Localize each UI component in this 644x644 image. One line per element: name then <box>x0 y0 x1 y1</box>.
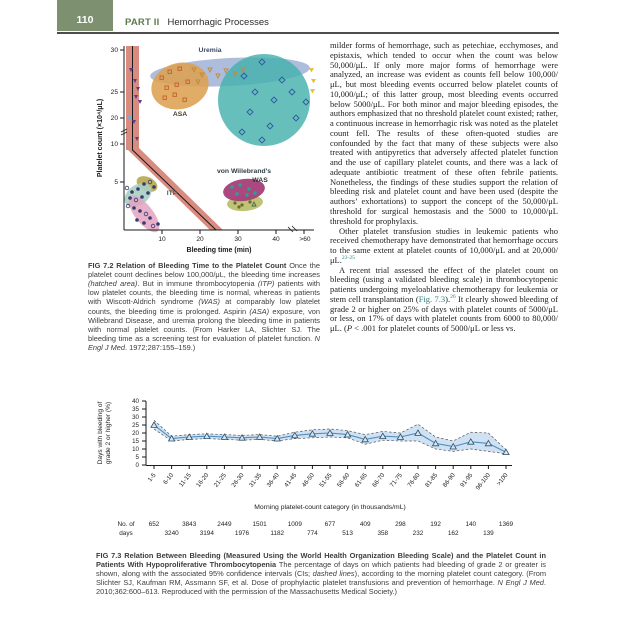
svg-text:10: 10 <box>158 236 166 243</box>
fig72-chart-svg <box>92 40 320 258</box>
svg-text:51-55: 51-55 <box>318 471 334 489</box>
svg-text:76-80: 76-80 <box>406 471 422 489</box>
svg-text:40: 40 <box>272 236 280 243</box>
svg-text:26-30: 26-30 <box>230 471 246 489</box>
text-segment: Other platelet transfusion studies in leukemic patients who received chemotherapy have demonstrated that hemorrhage occurs to the same extent at platelet counts of 10,000/μL and at 20,000/μL. <box>330 225 558 265</box>
svg-text:3843: 3843 <box>182 521 197 528</box>
svg-text:3194: 3194 <box>199 530 214 537</box>
svg-text:20: 20 <box>196 236 204 243</box>
svg-text:86-90: 86-90 <box>441 471 457 489</box>
svg-text:3240: 3240 <box>164 530 179 537</box>
fig73-xlabel: Morning platelet-count category (in thousands/mL) <box>254 504 406 511</box>
text-segment: N Engl J Med <box>497 578 544 588</box>
svg-text:20: 20 <box>132 430 139 437</box>
fig72-ylabel: Platelet count (×10⁴/μL) <box>97 98 104 178</box>
svg-text:1009: 1009 <box>287 521 302 528</box>
fig73-ylabel <box>97 401 112 464</box>
svg-text:Days with bleeding of: Days with bleeding of <box>97 401 104 465</box>
fig72-caption <box>88 261 320 352</box>
fig72-label-itp: ITP <box>166 190 178 197</box>
svg-text:91-95: 91-95 <box>459 471 475 489</box>
svg-text:677: 677 <box>324 521 336 528</box>
text-segment: A recent trial assessed the effect of the platelet count on bleeding (using a validated bleeding scale) in thrombocytopenic patients undergoing myeloablative chemotherapy for leukemia or stem cell transplantation ( <box>330 264 558 304</box>
svg-text:20: 20 <box>110 115 118 122</box>
svg-text:6-10: 6-10 <box>162 471 176 486</box>
svg-text:46-50: 46-50 <box>300 471 316 489</box>
svg-text:139: 139 <box>483 530 494 537</box>
svg-text:30: 30 <box>110 47 118 54</box>
svg-text:1182: 1182 <box>270 530 285 537</box>
svg-text:298: 298 <box>395 521 406 528</box>
svg-text:36-40: 36-40 <box>265 471 281 489</box>
svg-text:358: 358 <box>377 530 389 537</box>
fig72-region-vonwillebrand <box>218 54 310 146</box>
text-segment: . But in immune thrombocytopenia <box>137 279 258 289</box>
svg-text:140: 140 <box>465 521 477 528</box>
fig72-label-vonwillebrand: von Willebrand's <box>216 168 272 175</box>
svg-text:25: 25 <box>110 89 118 96</box>
text-segment: FIG 7.3 <box>96 551 122 560</box>
fig73-chart-svg <box>90 396 546 546</box>
text-segment: Relation Between Bleeding (Measured Using the World Health Organization Bleeding Scale) and the Platelet Count in Patients With Hypoproliferative Thrombocytopenia <box>96 551 546 570</box>
svg-text:grade 2 or higher (%): grade 2 or higher (%) <box>105 401 112 465</box>
svg-text:1369: 1369 <box>498 521 514 528</box>
svg-text:35: 35 <box>132 406 139 413</box>
fig73-caption <box>96 551 546 597</box>
text-segment: (ITP) <box>257 279 275 289</box>
text-segment: (WAS) <box>198 297 221 307</box>
svg-text:days: days <box>119 530 133 537</box>
text-segment: N Engl J Med <box>88 333 320 352</box>
text-segment: The percentage of days on which patients had bleeding of grade 2 or greater is shown, along with the associated 95% confidence intervals (CIs; <box>96 560 546 579</box>
text-segment: Relation of Bleeding Time to the Platelet Count <box>113 261 290 270</box>
text-segment: FIG 7.2 <box>88 261 114 270</box>
part-label: PART II <box>125 17 160 28</box>
svg-text:2449: 2449 <box>217 521 232 528</box>
svg-text:1501: 1501 <box>252 521 267 528</box>
text-segment: < .001 for platelet counts of 5000/μL or less vs. <box>352 323 516 334</box>
page-number: 110 <box>76 14 94 26</box>
svg-text:5: 5 <box>135 454 139 461</box>
svg-text:192: 192 <box>430 521 441 528</box>
body-paragraph <box>330 266 558 334</box>
text-segment: milder forms of hemorrhage, such as petechiae, ecchymoses, and epistaxis, which tended to occur when the count was below 50,000/μL. If only more major forms of hemorrhage were analyzed, an increase was evident as counts fell below 100,000/μL, but most bleeding events occurred below platelet counts of 10,000/μL; of this latter group, most bleeding events occurred below 5000/μL. For both minor and major bleeding episodes, the authors emphasized that no threshold platelet count existed; rather, a continuous increase in hemorrhagic risk was noted as the platelet count fell. The results of these often-quoted studies are confounded by the fact that many of these subjects were also treated with antipyretics that adversely affected platelet function and the use of capillary platelet counts, and there was a lack of adequate antibiotic treatment of these often febrile patients. Nonetheless, the findings of these studies support the relation of bleeding risk and platelet count and have been used (despite the authors’ exhortations) to support the concept of the 50,000/μL threshold for surgical hemostasis and the 5000 to 10,000/μL threshold for prophylaxis. <box>330 40 558 226</box>
svg-text:1976: 1976 <box>234 530 250 537</box>
svg-text:>60: >60 <box>299 236 311 243</box>
svg-text:232: 232 <box>412 530 424 537</box>
svg-text:15: 15 <box>132 438 139 445</box>
citation-ref[interactable]: 26 <box>450 294 456 301</box>
svg-text:652: 652 <box>148 521 160 528</box>
text-segment: (hatched area) <box>88 279 138 289</box>
text-segment: ). <box>445 293 451 304</box>
fig72-label-asa: ASA <box>172 111 188 118</box>
svg-text:30: 30 <box>132 414 139 421</box>
svg-text:409: 409 <box>359 521 371 528</box>
svg-text:>100: >100 <box>495 471 510 488</box>
body-paragraph <box>330 227 558 266</box>
text-segment: . 1972;287:155–159.) <box>124 342 196 352</box>
svg-text:71-75: 71-75 <box>388 471 404 489</box>
svg-text:96-100: 96-100 <box>474 471 492 492</box>
svg-text:61-65: 61-65 <box>353 471 369 489</box>
text-segment: It clearly showed bleeding of grade 2 or higher on 25% of days with platelet counts of 5000/μL or less, on 17% of days with platelet counts from 6000 to 80,000/μL. ( <box>330 293 559 334</box>
svg-text:No. of: No. of <box>117 521 135 528</box>
page-number-badge <box>57 0 113 31</box>
text-segment: at comparably low platelet counts, the bleeding time is prolonged. Aspirin <box>88 297 320 316</box>
fig72-label-uremia: Uremia <box>198 47 222 54</box>
svg-text:56-60: 56-60 <box>335 471 352 489</box>
svg-text:16-20: 16-20 <box>195 471 211 489</box>
text-segment: P <box>346 323 353 334</box>
citation-ref[interactable]: 23-25 <box>341 255 355 262</box>
text-segment: Once the platelet count declines below 100,000/μL, the bleeding time increases <box>88 261 320 280</box>
fig72-figure <box>92 40 320 258</box>
svg-text:81-85: 81-85 <box>423 471 440 489</box>
svg-text:41-45: 41-45 <box>283 471 299 489</box>
body-paragraph <box>330 41 558 227</box>
text-segment: dashed lines <box>312 569 355 579</box>
svg-text:30: 30 <box>234 236 242 243</box>
fig72-label-was: WAS <box>252 177 268 184</box>
part-title: Hemorrhagic Processes <box>167 17 269 28</box>
svg-text:10: 10 <box>132 446 139 453</box>
running-header <box>125 17 269 28</box>
svg-text:25: 25 <box>132 422 139 429</box>
svg-text:0: 0 <box>135 462 139 469</box>
svg-text:513: 513 <box>342 530 353 537</box>
svg-text:21-25: 21-25 <box>212 471 228 489</box>
svg-text:5: 5 <box>114 179 118 186</box>
fig73-days-row <box>117 521 513 537</box>
fig73-figure <box>90 396 546 546</box>
body-text-column <box>330 41 558 334</box>
fig72-xlabel: Bleeding time (min) <box>186 247 252 254</box>
svg-text:1-5: 1-5 <box>146 471 158 484</box>
svg-text:162: 162 <box>447 530 459 537</box>
svg-text:11-15: 11-15 <box>177 471 193 489</box>
svg-text:66-70: 66-70 <box>371 471 387 489</box>
svg-text:40: 40 <box>132 398 139 405</box>
text-segment: ), according to the morning platelet count category. (From Slichter SJ, Kaufman RM, Assmann SF, et al. Dose of prophylactic platelet transfusions and prevention of hemorrhage. <box>96 569 546 588</box>
svg-text:31-35: 31-35 <box>247 471 264 489</box>
text-segment: (ASA) <box>249 306 270 316</box>
svg-text:774: 774 <box>307 530 318 537</box>
citation-ref[interactable]: Fig. 7.3 <box>418 293 446 304</box>
svg-text:10: 10 <box>110 141 118 148</box>
fig72-yellow-points <box>309 68 316 94</box>
text-segment: exposure, von Willebrand Disease, and uremia prolong the bleeding time in patients with normal platelet counts. (From Harker LA, Slichter SJ. The bleeding time as a screening test for evaluation of platelet function. <box>88 306 320 343</box>
header-rule <box>57 32 559 34</box>
text-segment: patients with low platelet counts, the bleeding time is normal, whereas in patients with Wiscott-Aldrich syndrome <box>88 279 321 307</box>
text-segment: . 2010;362:600–613. Reproduced with the permission of the Massachusetts Medical Society.) <box>96 578 546 597</box>
